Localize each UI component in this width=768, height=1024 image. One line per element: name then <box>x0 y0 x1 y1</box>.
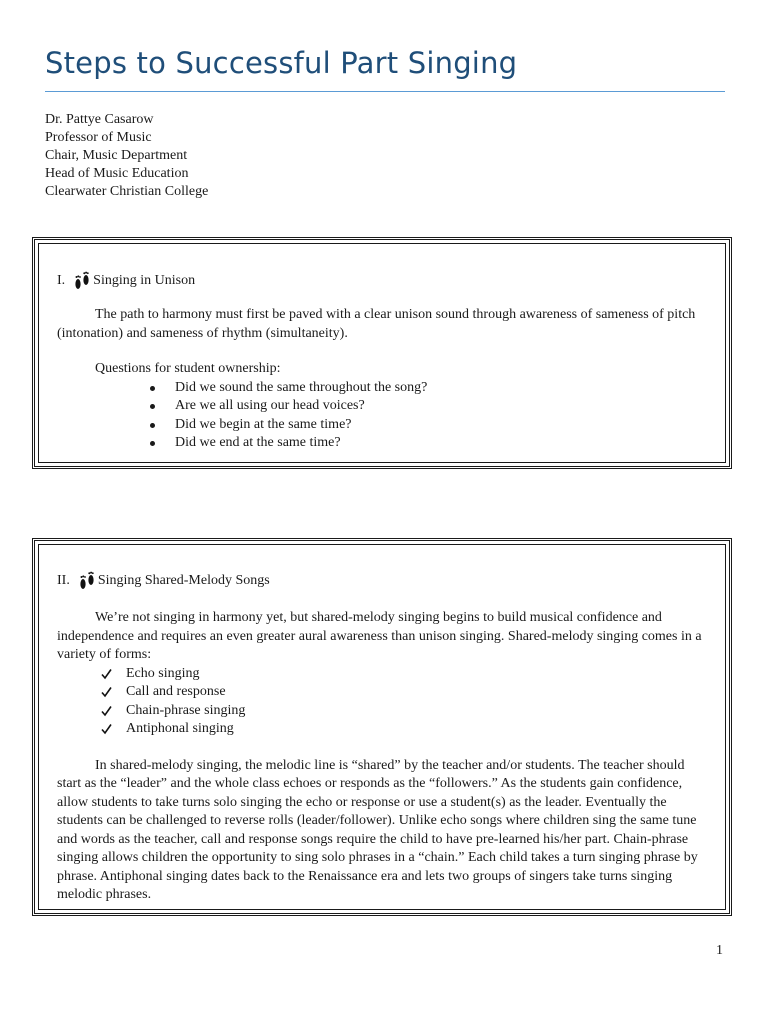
author-head: Head of Music Education <box>45 166 189 181</box>
list-item: Did we end at the same time? <box>150 434 707 453</box>
checkmark-icon <box>101 705 112 717</box>
checkmark-icon <box>101 723 112 735</box>
questions-label: Questions for student ownership: <box>95 361 281 376</box>
footprints-icon <box>77 571 97 591</box>
author-name: Dr. Pattye Casarow <box>45 112 154 127</box>
document-title: Steps to Successful Part Singing <box>45 46 518 80</box>
section-shared-melody-body: In shared-melody singing, the melodic line is “shared” by the teacher and/or students. The teacher should start as the “leader” and the whole class echoes or responds as the “followers.” As the students gain confidence, allow students to take turns solo singing the echo or response or use a student(s) as the leader. Eventually the students can be challenged to reverse rolls (leader/follower). Unlike echo songs where children sing the same tune and words as the teacher, call and response songs require the child to have pre-learned his/her part. Chain-phrase singing allows children the opportunity to sing solo phrases in a “chain.” Each child takes a turn singing phrase by phrase. Antiphonal singing dates back to the Renaissance era and lets two groups of singers take turns singing melodic phrases. <box>57 757 698 902</box>
section-heading-text: Singing in Unison <box>93 272 196 288</box>
questions-list <box>57 379 707 453</box>
section-numeral: I. <box>57 272 66 288</box>
form-label: Echo singing <box>126 665 200 681</box>
section-shared-melody-box <box>32 538 732 916</box>
form-label: Antiphonal singing <box>126 721 234 736</box>
author-college: Clearwater Christian College <box>45 184 209 199</box>
section-shared-melody-heading <box>57 571 270 591</box>
list-item <box>101 665 707 684</box>
author-block <box>45 111 208 201</box>
section-numeral: II. <box>57 572 70 588</box>
list-item <box>101 702 707 721</box>
section-unison-box <box>32 237 732 469</box>
list-item <box>101 720 707 739</box>
section-unison-heading <box>57 271 195 291</box>
checkmark-icon <box>101 686 112 698</box>
section-heading-text: Singing Shared-Melody Songs <box>97 572 270 588</box>
list-item: Are we all using our head voices? <box>150 397 707 416</box>
form-label: Call and response <box>126 684 226 699</box>
list-item <box>101 683 707 702</box>
list-item: Did we sound the same throughout the song? <box>150 379 707 398</box>
author-title: Professor of Music <box>45 130 152 145</box>
form-label: Chain-phrase singing <box>126 702 246 718</box>
section-shared-melody-intro: We’re not singing in harmony yet, but shared-melody singing begins to build musical confidence and independence and requires an even greater aural awareness than unison singing. Shared-melody singing comes in a variety of forms: <box>57 610 702 662</box>
section-unison-paragraph: The path to harmony must first be paved with a clear unison sound through awareness of sameness of pitch (intonation) and sameness of rhythm (simultaneity). <box>57 307 696 341</box>
footprints-icon <box>72 271 92 291</box>
author-chair: Chair, Music Department <box>45 148 188 163</box>
title-underline <box>45 91 725 92</box>
page-number: 1 <box>716 943 723 958</box>
checkmark-icon <box>101 668 112 680</box>
forms-list <box>57 665 707 739</box>
list-item: Did we begin at the same time? <box>150 416 707 435</box>
